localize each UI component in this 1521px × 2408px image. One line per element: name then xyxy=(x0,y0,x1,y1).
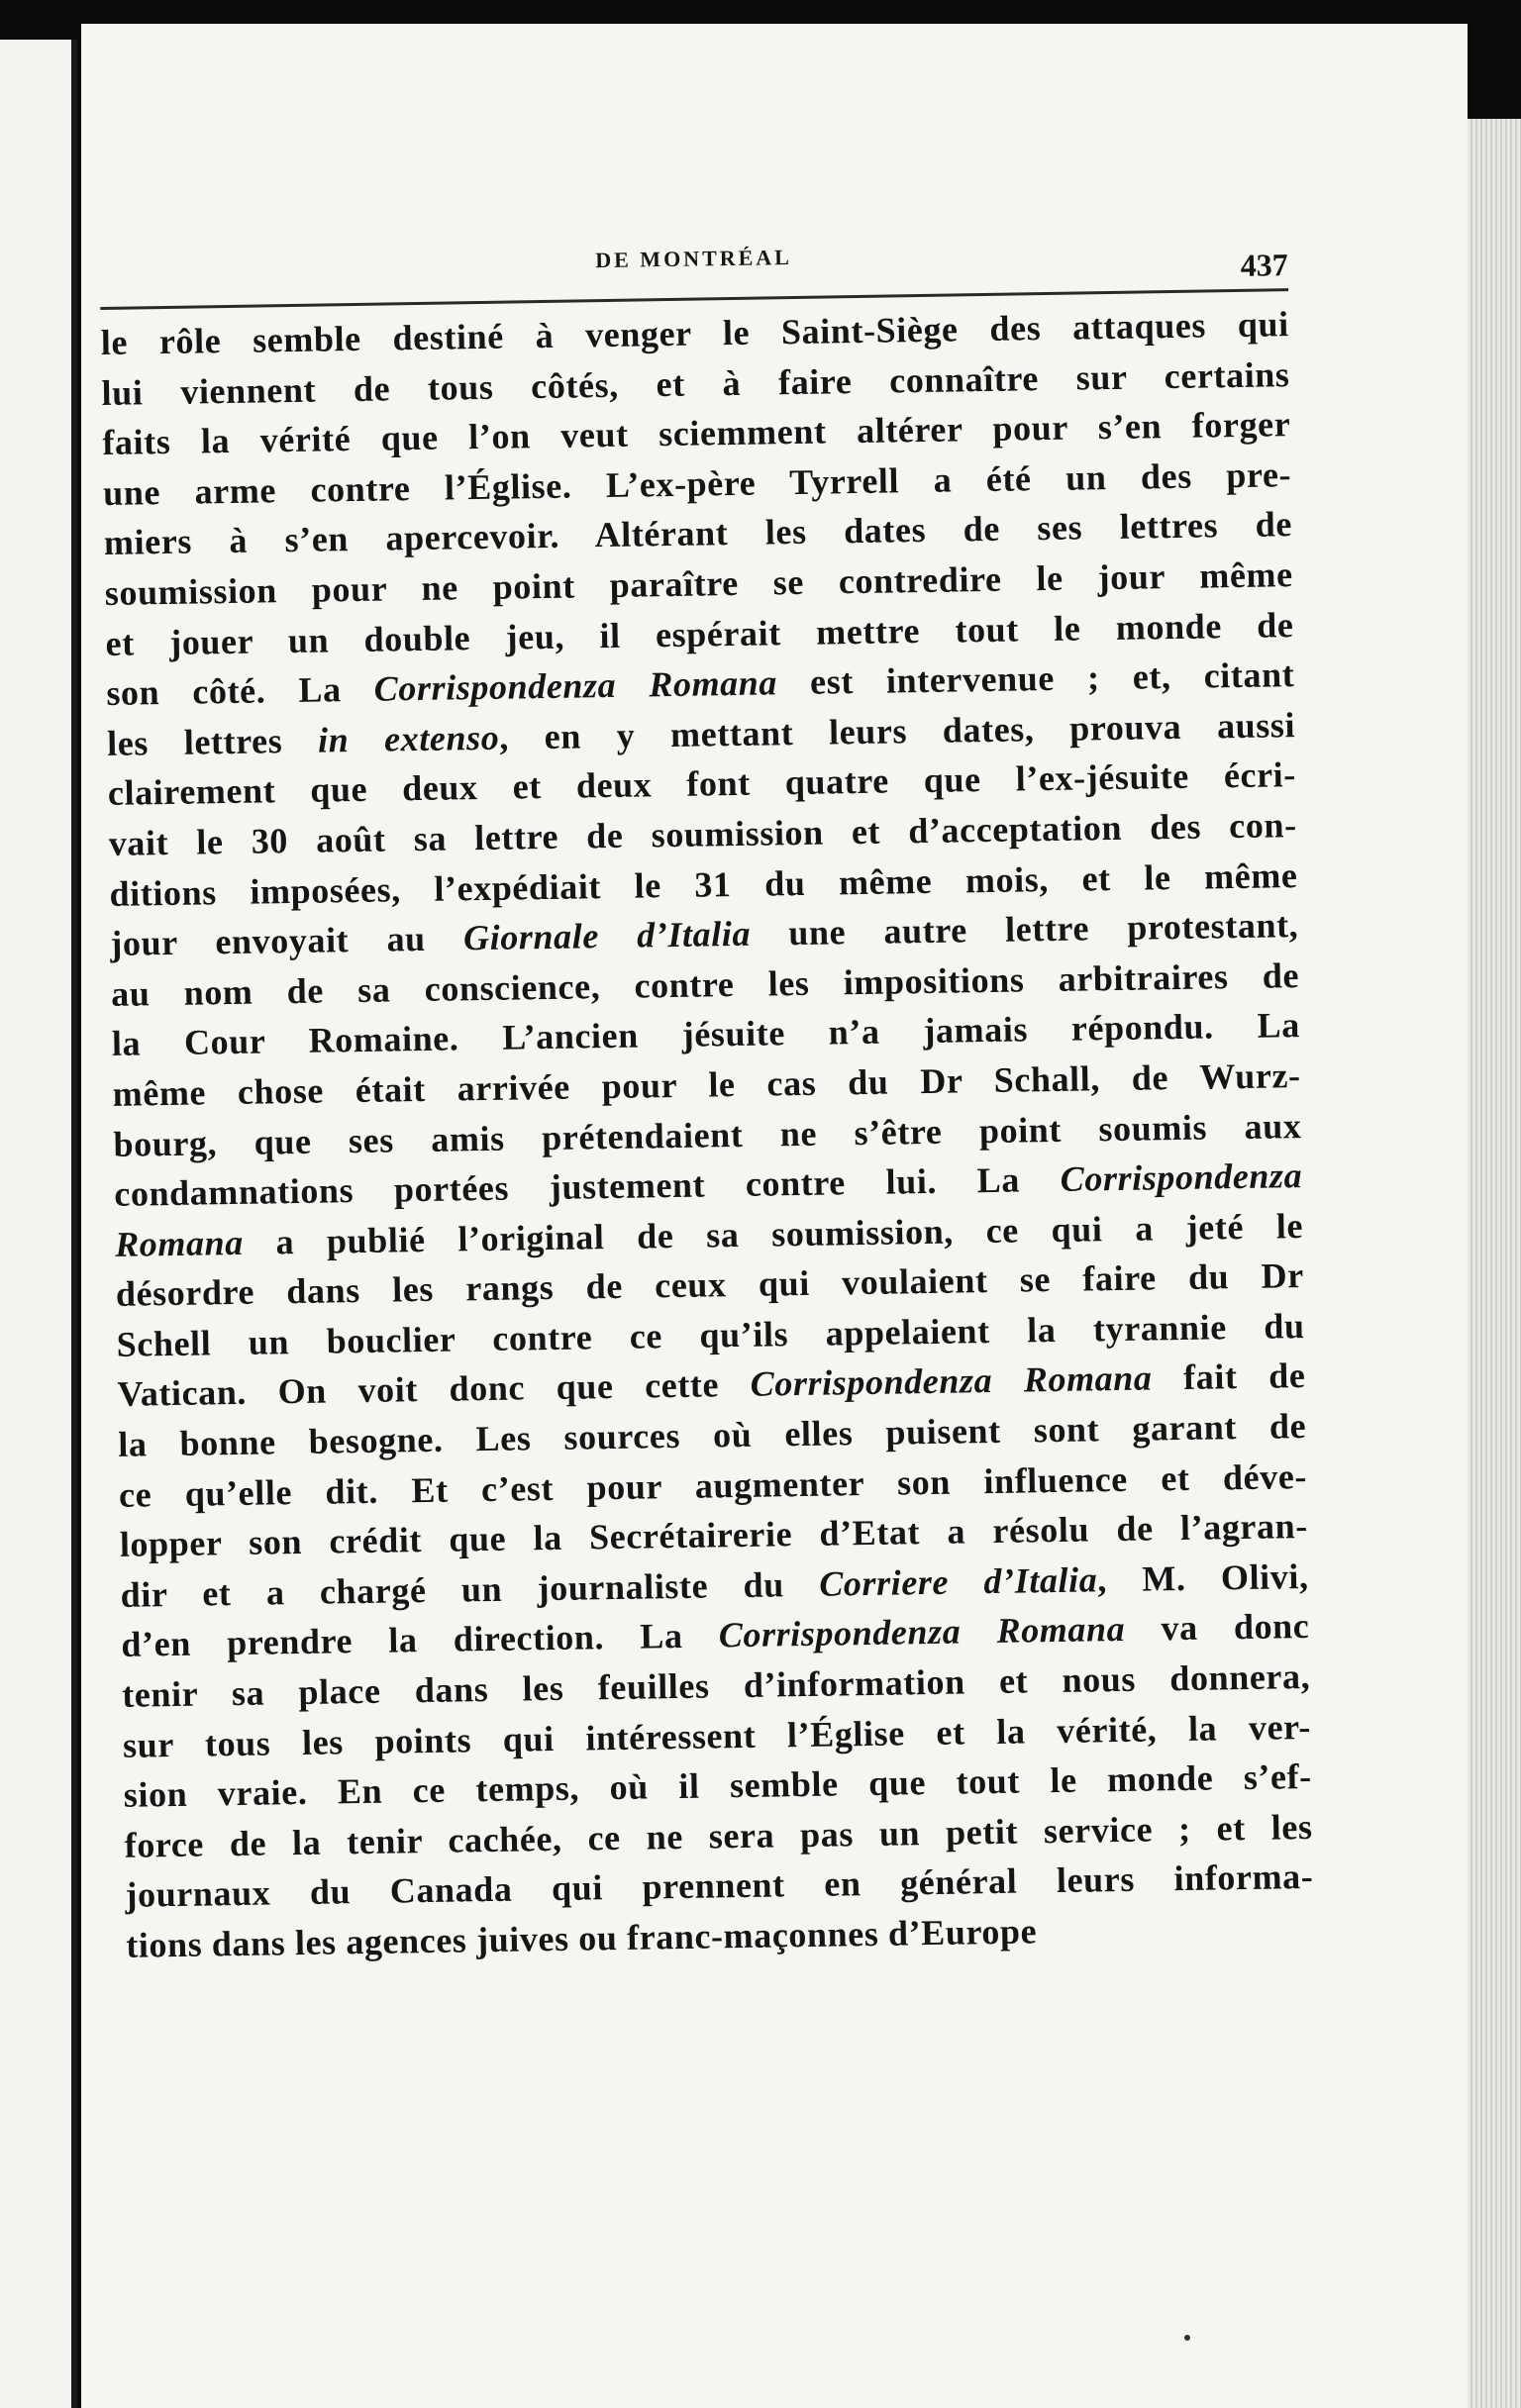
italic-text: Corriere d’Italia xyxy=(818,1559,1098,1604)
text-segment: jour envoyait au xyxy=(110,918,464,964)
running-title: DE MONTRÉAL xyxy=(595,245,793,273)
text-segment: tenir sa place dans les feuilles d’information et nous donnera, xyxy=(121,1656,1311,1715)
page-number: 437 xyxy=(1240,247,1289,283)
text-segment: et jouer un double jeu, il espérait mettre tout le monde de xyxy=(105,604,1294,663)
text-segment: sur tous les points qui intéressent l’Église et la vérité, la ver- xyxy=(122,1706,1312,1765)
text-segment: la Cour Romaine. L’ancien jésuite n’a jamais répondu. La xyxy=(111,1005,1301,1064)
text-segment: ditions imposées, l’expédiait le 31 du même mois, et le même xyxy=(109,854,1298,914)
text-segment: une arme contre l’Église. L’ex-père Tyrrell a été un des pre- xyxy=(102,453,1292,513)
italic-text: Giornale d’Italia xyxy=(462,913,752,958)
text-segment: dir et a chargé un journaliste du xyxy=(120,1563,820,1615)
text-segment: ce qu’elle dit. Et c’est pour augmenter son influence et déve- xyxy=(118,1455,1308,1515)
left-page-edge xyxy=(0,40,77,2408)
text-segment: au nom de sa conscience, contre les impositions arbitraires de xyxy=(110,954,1300,1014)
italic-text: Corrispondenza xyxy=(1060,1155,1303,1199)
text-segment: faits la vérité que l’on veut sciemment altérer pour s’en forger xyxy=(102,404,1291,463)
text-segment: sion vraie. En ce temps, où il semble que tout le monde s’ef- xyxy=(123,1756,1313,1816)
text-segment: le rôle semble destiné à venger le Saint-Siège des attaques qui xyxy=(100,304,1289,362)
page-content xyxy=(99,209,1319,2258)
ink-speck xyxy=(1184,2335,1190,2341)
italic-text: Romana xyxy=(114,1222,245,1264)
text-segment: est intervenue ; et, citant xyxy=(776,654,1295,703)
text-segment: Vatican. On voit donc que cette xyxy=(117,1364,752,1415)
text-segment: vait le 30 août sa lettre de soumission et d’acceptation des con- xyxy=(108,805,1297,863)
text-segment: , M. Olivi, xyxy=(1096,1555,1309,1600)
running-head xyxy=(99,209,1288,310)
text-segment: les lettres xyxy=(106,720,319,763)
italic-text: Corrispondenza Romana xyxy=(373,662,778,709)
text-segment: bourg, que ses amis prétendaient ne s’être point soumis aux xyxy=(113,1105,1302,1164)
italic-text: Corrispondenza Romana xyxy=(718,1609,1126,1656)
text-segment: même chose était arrivée pour le cas du Dr Schall, de Wurz- xyxy=(112,1054,1301,1114)
text-segment: , en y mettant leurs dates, prouva aussi xyxy=(498,704,1296,757)
text-segment: fait de xyxy=(1152,1355,1306,1398)
text-segment: Schell un bouclier contre ce qu’ils appelaient la tyrannie du xyxy=(116,1305,1305,1364)
text-segment: va donc xyxy=(1124,1606,1310,1650)
text-segment: lui viennent de tous côtés, et à faire connaître sur certains xyxy=(101,353,1290,413)
body-text xyxy=(100,299,1314,1970)
text-segment: clairement que deux et deux font quatre que l’ex-jésuite écri- xyxy=(107,754,1297,814)
text-segment: condamnations portées justement contre lui. La xyxy=(114,1158,1062,1214)
text-segment: la bonne besogne. Les sources où elles puisent sont garant de xyxy=(117,1406,1307,1464)
text-segment: lopper son crédit que la Secrétairerie d’Etat a résolu de l’agran- xyxy=(119,1506,1309,1565)
text-segment: désordre dans les rangs de ceux qui voulaient se faire du Dr xyxy=(115,1255,1305,1315)
text-segment: son côté. La xyxy=(106,668,375,714)
text-segment: tions dans les agences juives ou franc-maçonnes d’Europe xyxy=(125,1911,1038,1965)
italic-text: in extenso xyxy=(317,717,500,760)
text-segment: une autre lettre protestant, xyxy=(750,905,1299,953)
text-segment: force de la tenir cachée, ce ne sera pas un petit service ; et les xyxy=(124,1806,1313,1865)
text-segment: d’en prendre la direction. La xyxy=(121,1615,720,1665)
text-segment: a publié l’original de sa soumission, ce qui a jeté le xyxy=(243,1205,1304,1262)
page-stack-edge xyxy=(1468,119,1521,2408)
text-segment: journaux du Canada qui prennent en général leurs informa- xyxy=(125,1856,1314,1916)
text-segment: miers à s’en apercevoir. Altérant les dates de ses lettres de xyxy=(103,504,1293,563)
text-segment: soumission pour ne point paraître se contredire le jour même xyxy=(104,554,1293,613)
italic-text: Corrispondenza Romana xyxy=(750,1357,1153,1405)
